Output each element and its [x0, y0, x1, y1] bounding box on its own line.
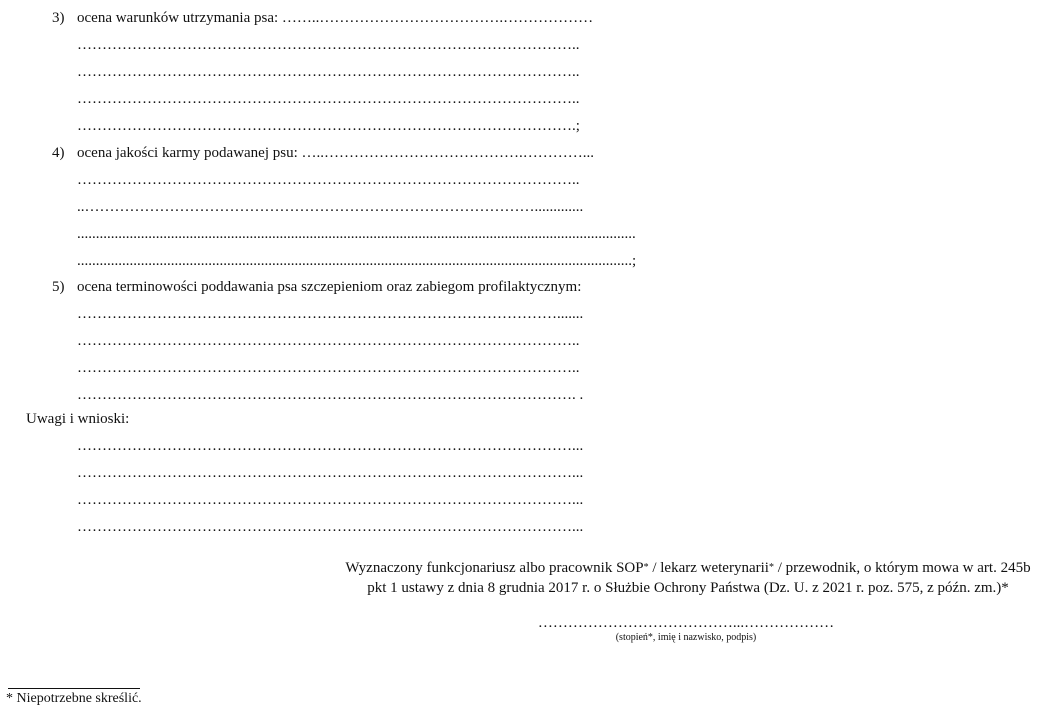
role-text: / lekarz weterynarii — [648, 560, 769, 576]
fill-line: ……………………………………………………………………………………….. — [77, 333, 580, 349]
fill-line: ……………………………………………………………………………………….; — [77, 118, 580, 134]
role-text: Wyznaczony funkcjonariusz albo pracownik SOP — [345, 560, 644, 576]
fill-line: ..………………………………………………………………………………............. — [77, 199, 584, 215]
signature-line: …………………………………...……………… — [537, 615, 835, 631]
section-number: 4) — [52, 145, 65, 161]
fill-line: ……………………………………………………………………………………….. — [77, 91, 580, 107]
fill-line: ………………………………………………………………………………………... — [77, 465, 584, 481]
footnote-separator — [8, 688, 140, 689]
footnote: * Niepotrzebne skreślić. — [6, 691, 142, 706]
fill-line: ……………………………………………………………………………………….. — [77, 360, 580, 376]
footnote-marker: * — [768, 562, 774, 573]
remarks-heading: Uwagi i wnioski: — [26, 411, 130, 427]
signature-role-line — [330, 559, 1046, 577]
fill-line: ....................................................................................................................................................; — [77, 253, 637, 269]
role-text: / przewodnik, o którym mowa w art. 245b — [773, 560, 1031, 576]
fill-line: ..................................................................................................................................................... — [77, 226, 636, 242]
fill-line: ……………………………………………………………………………………….. — [77, 64, 580, 80]
section-number: 5) — [52, 279, 65, 295]
fill-line: ……………………………………………………………………………………….. — [77, 37, 580, 53]
fill-line: ……………………………………………………………………………………....... — [77, 306, 584, 322]
fill-line: ………………………………………………………………………………………... — [77, 438, 584, 454]
section-heading: ocena terminowości poddawania psa szczepieniom oraz zabiegom profilaktycznym: — [77, 279, 582, 295]
section-number: 3) — [52, 10, 65, 26]
section-heading: ocena jakości karmy podawanej psu: …..………………………………….…………... — [77, 145, 595, 161]
section-heading: ocena warunków utrzymania psa: ……..……………………………….……………… — [77, 10, 594, 26]
footnote-marker: * — [643, 562, 649, 573]
fill-line: ………………………………………………………………………………………... — [77, 492, 584, 508]
signature-caption: (stopień*, imię i nazwisko, podpis) — [615, 632, 757, 643]
fill-line: ……………………………………………………………………………………….. — [77, 172, 580, 188]
fill-line: ………………………………………………………………………………………. . — [77, 387, 584, 403]
fill-line: ………………………………………………………………………………………... — [77, 519, 584, 535]
signature-legal-basis: pkt 1 ustawy z dnia 8 grudnia 2017 r. o Służbie Ochrony Państwa (Dz. U. z 2021 r. poz. 575, z późn. zm.)* — [367, 580, 1009, 596]
